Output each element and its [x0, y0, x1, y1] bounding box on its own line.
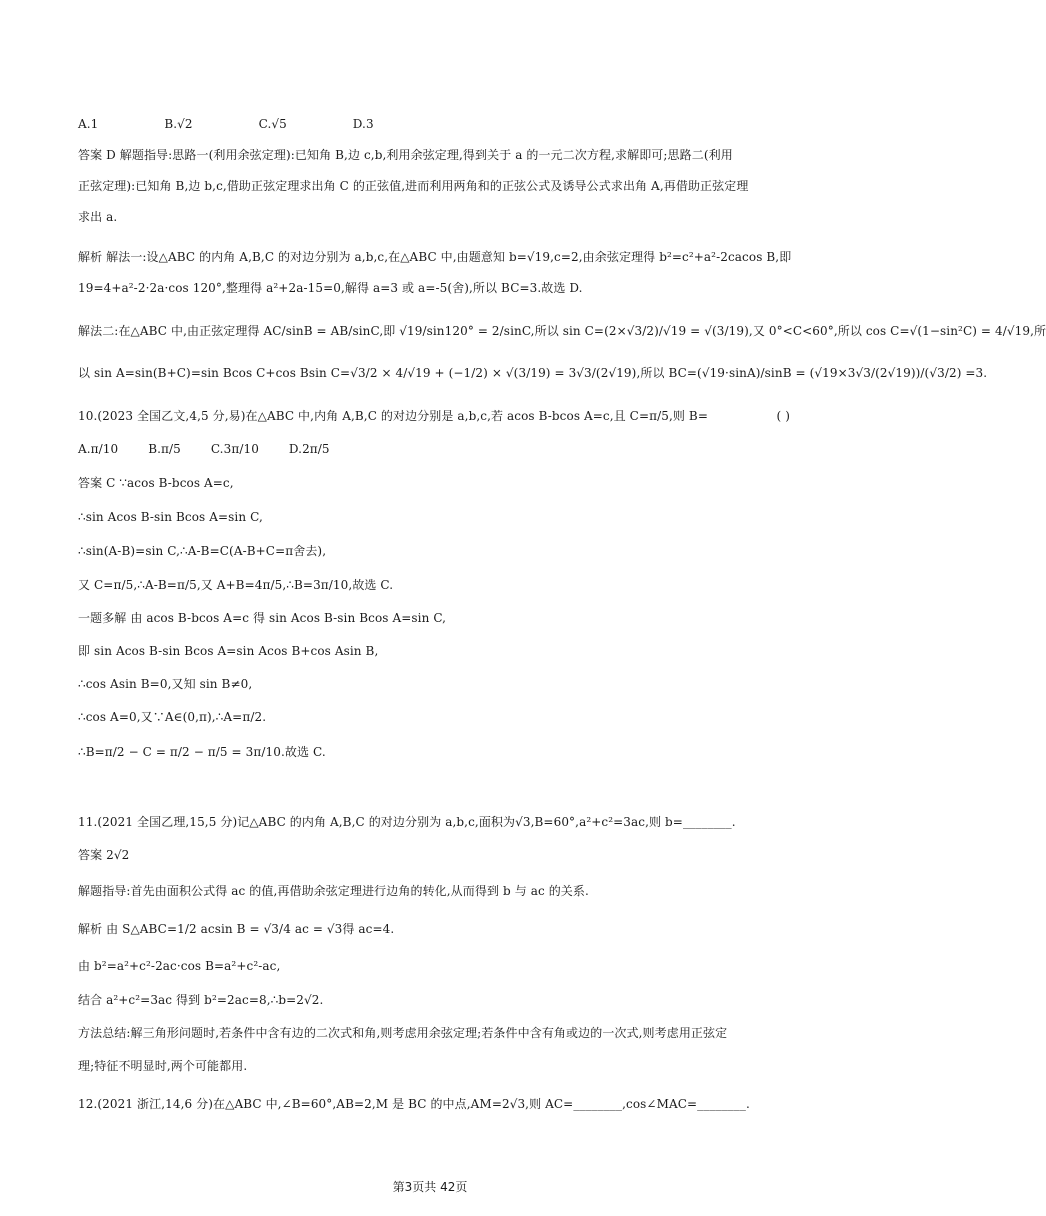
q10-line: ∴cos A=0,又∵A∈(0,π),∴A=π/2. — [78, 710, 267, 724]
page-number: 第3页共 42页 — [392, 1180, 468, 1194]
q9-option-d: D.3 — [352, 117, 374, 131]
q10-line: 即 sin Acos B-sin Bcos A=sin Acos B+cos Asin B, — [78, 644, 379, 658]
q10-line: 答案 C ∵acos B-bcos A=c, — [78, 476, 234, 490]
q9-solution2-line2: 以 sin A=sin(B+C)=sin Bcos C+cos Bsin C=√3/2 × 4/√19 + (−1/2) × √(3/19) = 3√3/(2√19),所以 BC=(√19·sinA)/sinB = (√19×3√3/(2√19))/(√3/2) =3. — [78, 366, 988, 380]
q10-line: ∴sin(A-B)=sin C,∴A-B=C(A-B+C=π舍去), — [78, 544, 327, 558]
q9-solution1-line1: 解析 解法一:设△ABC 的内角 A,B,C 的对边分别为 a,b,c,在△ABC 中,由题意知 b=√19,c=2,由余弦定理得 b²=c²+a²-2cacos B,即 — [78, 250, 792, 264]
q10-line: ∴cos Asin B=0,又知 sin B≠0, — [78, 677, 253, 691]
q11-answer: 答案 2√2 — [78, 848, 130, 862]
q11-method-line1: 方法总结:解三角形问题时,若条件中含有边的二次式和角,则考虑用余弦定理;若条件中含有角或边的一次式,则考虑用正弦定 — [78, 1026, 728, 1040]
q11-line: 结合 a²+c²=3ac 得到 b²=2ac=8,∴b=2√2. — [78, 993, 324, 1007]
q9-option-b: B.√2 — [164, 117, 193, 131]
q10-line: 又 C=π/5,∴A-B=π/5,又 A+B=4π/5,∴B=3π/10,故选 C. — [78, 578, 394, 592]
q10-option-d: D.2π/5 — [288, 442, 330, 456]
q11-line: 由 b²=a²+c²-2ac·cos B=a²+c²-ac, — [78, 959, 281, 973]
q10-option-c: C.3π/10 — [210, 442, 259, 456]
q9-answer-line3: 求出 a. — [78, 210, 118, 224]
q10-answer-paren: ( ) — [776, 409, 790, 423]
q9-options — [78, 113, 790, 135]
q11-method-line2: 理;特征不明显时,两个可能都用. — [78, 1059, 248, 1073]
q10-line: ∴sin Acos B-sin Bcos A=sin C, — [78, 510, 263, 524]
q9-option-c: C.√5 — [258, 117, 287, 131]
q9-solution2-line1: 解法二:在△ABC 中,由正弦定理得 AC/sinB = AB/sinC,即 √19/sin120° = 2/sinC,所以 sin C=(2×√3/2)/√19 = √(3/19),又 0°<C<60°,所以 cos C=√(1−sin²C) = 4/√19,所 — [78, 324, 1046, 338]
q11-line: 解析 由 S△ABC=1/2 acsin B = √3/4 ac = √3得 ac=4. — [78, 922, 395, 936]
q10-option-b: B.π/5 — [148, 442, 181, 456]
q9-answer-line2: 正弦定理):已知角 B,边 b,c,借助正弦定理求出角 C 的正弦值,进而利用两角和的正弦公式及诱导公式求出角 A,再借助正弦定理 — [78, 179, 749, 193]
q10-stem-row — [78, 405, 790, 427]
q11-guide: 解题指导:首先由面积公式得 ac 的值,再借助余弦定理进行边角的转化,从而得到 b 与 ac 的关系. — [78, 884, 589, 898]
q10-line: ∴B=π/2 − C = π/2 − π/5 = 3π/10.故选 C. — [78, 745, 326, 759]
q10-options — [78, 438, 790, 460]
q9-option-a: A.1 — [78, 117, 99, 131]
q10-stem: 10.(2023 全国乙文,4,5 分,易)在△ABC 中,内角 A,B,C 的对边分别是 a,b,c,若 acos B-bcos A=c,且 C=π/5,则 B= — [78, 409, 708, 423]
q9-answer-line1: 答案 D 解题指导:思路一(利用余弦定理):已知角 B,边 c,b,利用余弦定理,得到关于 a 的一元二次方程,求解即可;思路二(利用 — [78, 148, 733, 162]
q11-stem: 11.(2021 全国乙理,15,5 分)记△ABC 的内角 A,B,C 的对边分别为 a,b,c,面积为√3,B=60°,a²+c²=3ac,则 b=________. — [78, 815, 736, 829]
q9-solution1-line2: 19=4+a²-2·2a·cos 120°,整理得 a²+2a-15=0,解得 a=3 或 a=-5(舍),所以 BC=3.故选 D. — [78, 281, 583, 295]
q12-stem: 12.(2021 浙江,14,6 分)在△ABC 中,∠B=60°,AB=2,M 是 BC 的中点,AM=2√3,则 AC=________,cos∠MAC=________. — [78, 1097, 750, 1111]
q10-option-a: A.π/10 — [78, 442, 119, 456]
q10-line: 一题多解 由 acos B-bcos A=c 得 sin Acos B-sin Bcos A=sin C, — [78, 611, 447, 625]
